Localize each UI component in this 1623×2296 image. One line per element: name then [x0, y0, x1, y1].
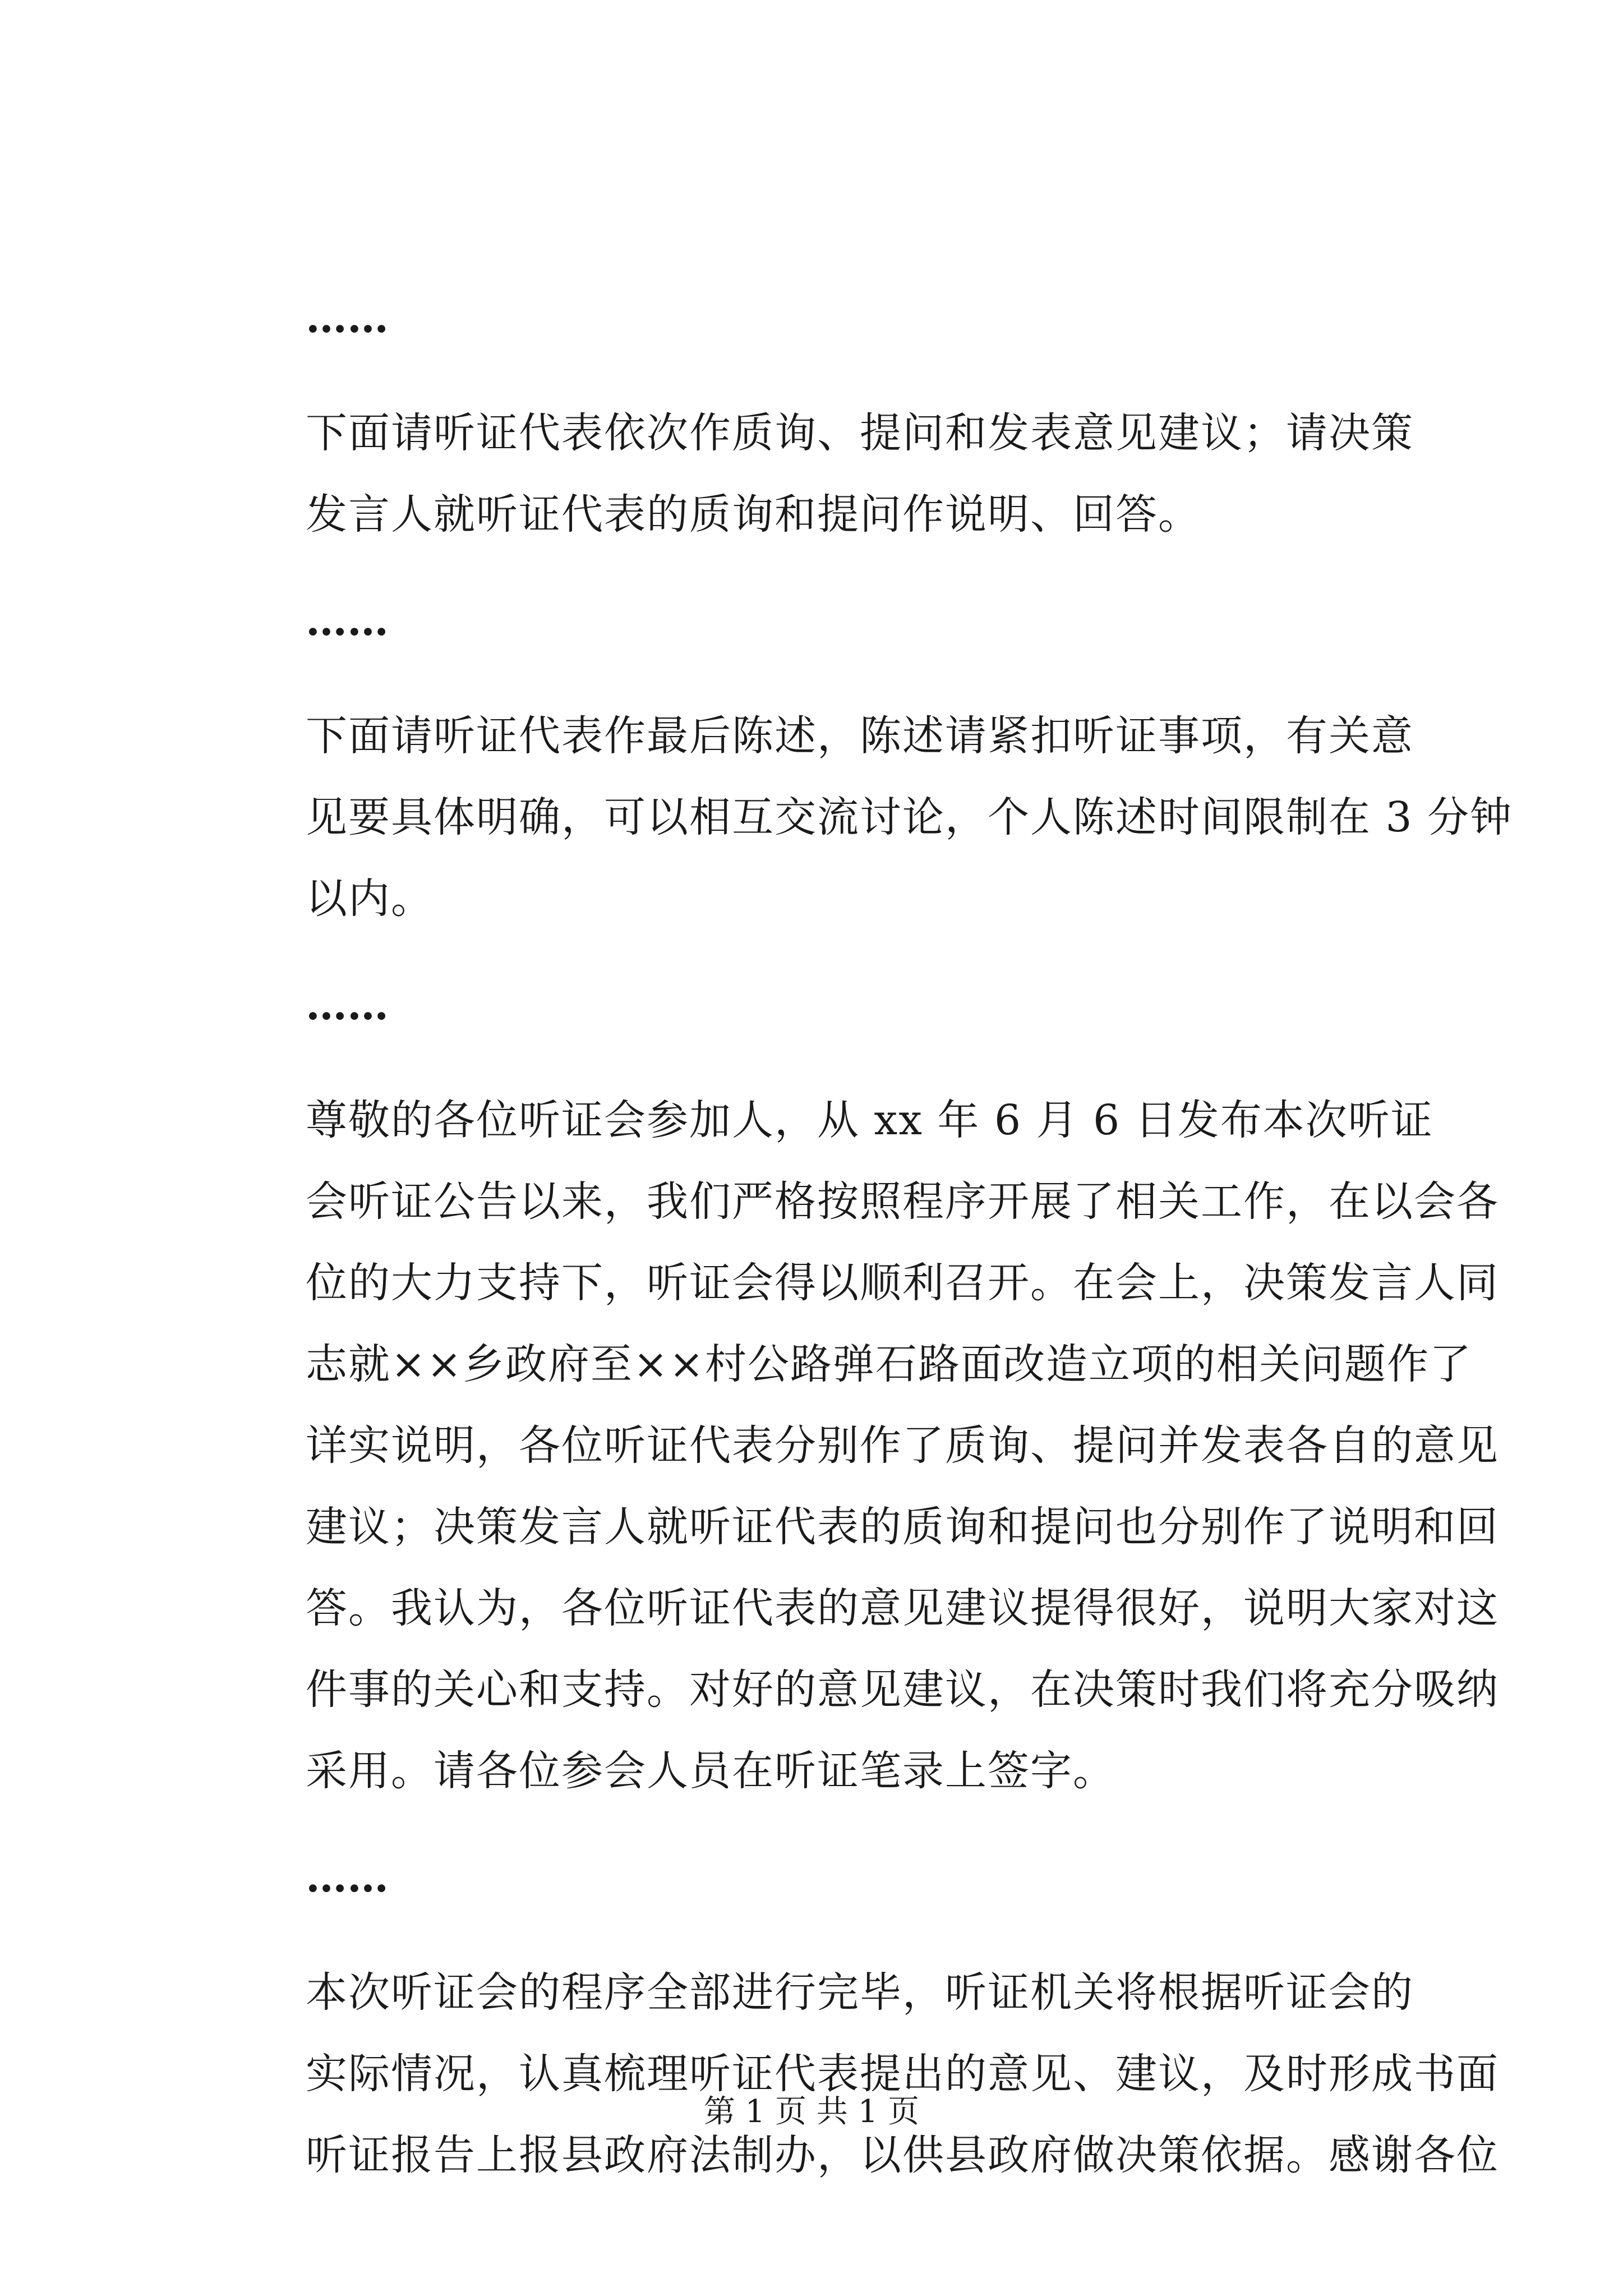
paragraph-line: 详实说明，各位听证代表分别作了质询、提问并发表各自的意见 [306, 1421, 1499, 1470]
paragraph-line: 下面请听证代表作最后陈述，陈述请紧扣听证事项，有关意 [306, 712, 1414, 760]
paragraph-line: 件事的关心和支持。对好的意见建议，在决策时我们将充分吸纳 [306, 1665, 1499, 1714]
paragraph [306, 393, 1422, 555]
paragraph-line: 位的大力支持下，听证会得以顺利召开。在会上，决策发言人同 [306, 1259, 1499, 1307]
paragraph-line: 答。我认为，各位听证代表的意见建议提得很好，说明大家对这 [306, 1584, 1499, 1632]
paragraph-line: 会听证公告以来，我们严格按照程序开展了相关工作，在以会各 [306, 1177, 1499, 1226]
paragraph [306, 696, 1513, 940]
paragraph-line: 实际情况，认真梳理听证代表提出的意见、建议，及时形成书面 [306, 2050, 1499, 2098]
ellipsis-separator: …… [306, 597, 389, 645]
paragraph-line: 发言人就听证代表的质询和提问作说明、回答。 [306, 490, 1201, 539]
paragraph-line: 下面请听证代表依次作质询、提问和发表意见建议；请决策 [306, 409, 1414, 457]
paragraph-line: 以内。 [306, 875, 434, 923]
paragraph-line: 建议；决策发言人就听证代表的质询和提问也分别作了说明和回 [306, 1503, 1499, 1551]
paragraph [306, 1080, 1499, 1812]
paragraph [306, 1952, 1499, 2196]
paragraph-line: 听证报告上报县政府法制办，以供县政府做决策依据。感谢各位 [306, 2131, 1499, 2179]
page-footer: 第 1 页 共 1 页 [703, 2093, 920, 2130]
paragraph-line: 本次听证会的程序全部进行完毕，听证机关将根据听证会的 [306, 1968, 1414, 2017]
paragraph-line: 尊敬的各位听证会参加人，从 xx 年 6 月 6 日发布本次听证 [306, 1096, 1433, 1144]
paragraph-line: 见要具体明确，可以相互交流讨论，个人陈述时间限制在 3 分钟 [306, 793, 1513, 841]
document-body [306, 292, 1513, 2235]
paragraph-line: 志就××乡政府至××村公路弹石路面改造立项的相关问题作了 [306, 1340, 1473, 1388]
ellipsis-separator: …… [306, 1853, 389, 1902]
paragraph-line: 采用。请各位参会人员在听证笔录上签字。 [306, 1747, 1115, 1795]
ellipsis-separator: …… [306, 981, 389, 1029]
ellipsis-separator: …… [306, 294, 389, 342]
